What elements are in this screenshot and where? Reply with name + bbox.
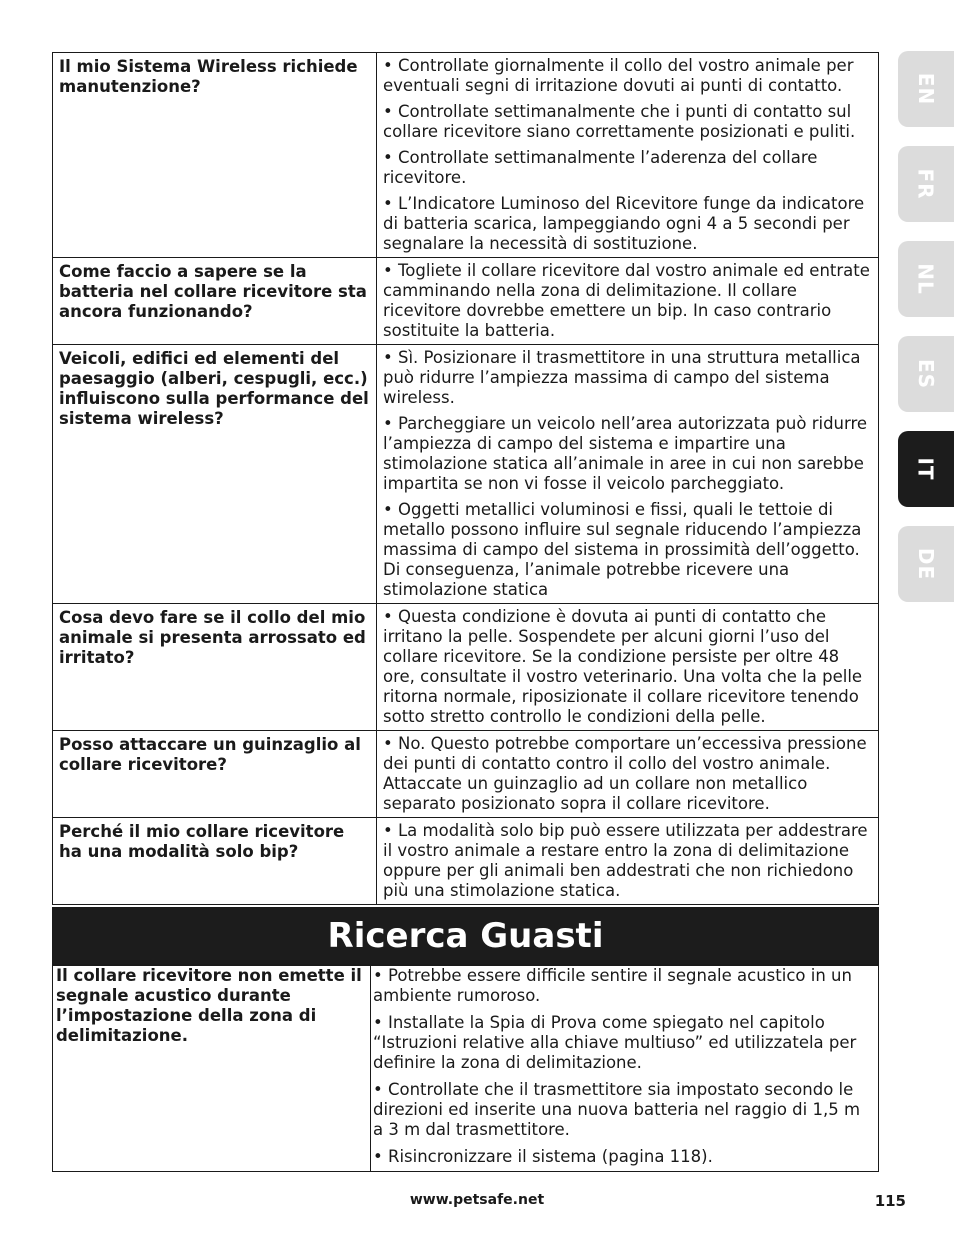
lang-tab-nl[interactable] [898, 241, 954, 317]
lang-tab-label: FR [914, 168, 938, 200]
answer-item: • L’Indicatore Luminoso del Ricevitore funge da indicatore di batteria scarica, lampeggiando ogni 4 a 5 secondi per segnalare la necessità di sostituzione. [383, 194, 865, 253]
troubleshooting-table [52, 965, 879, 1172]
lang-tab-es[interactable] [898, 336, 954, 412]
answer-item: • Controllate settimanalmente che i punti di contatto sul collare ricevitore siano correttamente posizionati e puliti. [383, 102, 856, 141]
lang-tab-label: ES [913, 358, 938, 390]
faq-question: Come faccio a sapere se la batteria nel collare ricevitore sta ancora funzionando? [53, 258, 377, 345]
lang-tab-label: IT [914, 457, 938, 481]
lang-tab-it[interactable] [898, 431, 954, 507]
answer-item: • Risincronizzare il sistema (pagina 118). [373, 1147, 713, 1166]
faq-row [53, 818, 879, 905]
faq-row [53, 258, 879, 345]
lang-tab-en[interactable] [898, 51, 954, 127]
answer-item: • No. Questo potrebbe comportare un’eccessiva pressione dei punti di contatto contro il collo del vostro animale. Attaccate un guinzaglio ad un collare non metallico separato posizionato sopra il collare ricevitore. [383, 734, 867, 813]
faq-question: Veicoli, edifici ed elementi del paesaggio (alberi, cespugli, ecc.) influiscono sulla performance del sistema wireless? [53, 345, 377, 604]
lang-tab-fr[interactable] [898, 146, 954, 222]
troubleshooting-question: Il collare ricevitore non emette il segnale acustico durante l’impostazione della zona di delimitazione. [53, 966, 371, 1172]
answer-item: • Controllate settimanalmente l’aderenza del collare ricevitore. [383, 148, 818, 187]
answer-item: • Togliete il collare ricevitore dal vostro animale ed entrate camminando nella zona di delimitazione. Il collare ricevitore dovrebbe emettere un bip. In caso contrario sostituite la batteria. [383, 261, 870, 340]
faq-answer [377, 731, 879, 818]
troubleshooting-row [53, 966, 879, 1172]
answer-item: • La modalità solo bip può essere utilizzata per addestrare il vostro animale a restare entro la zona di delimitazione oppure per gli animali ben addestrati che non richiedono più una stimolazione statica. [383, 821, 868, 900]
faq-table [52, 52, 879, 905]
faq-row [53, 604, 879, 731]
answer-item: • Installate la Spia di Prova come spiegato nel capitolo “Istruzioni relative alla chiave multiuso” ed utilizzatela per definire la zona di delimitazione. [373, 1013, 857, 1072]
troubleshooting-answer [371, 966, 879, 1172]
lang-tab-de[interactable] [898, 526, 954, 602]
faq-answer [377, 345, 879, 604]
answer-item: • Potrebbe essere difficile sentire il segnale acustico in un ambiente rumoroso. [373, 966, 852, 1005]
faq-question: Cosa devo fare se il collo del mio animale si presenta arrossato ed irritato? [53, 604, 377, 731]
answer-item: • Sì. Posizionare il trasmettitore in una struttura metallica può ridurre l’ampiezza massima di campo del sistema wireless. [383, 348, 861, 407]
faq-question: Perché il mio collare ricevitore ha una modalità solo bip? [53, 818, 377, 905]
faq-answer [377, 818, 879, 905]
faq-row [53, 345, 879, 604]
answer-item: • Controllate giornalmente il collo del vostro animale per eventuali segni di irritazione dovuti ai punti di contatto. [383, 56, 854, 95]
answer-item: • Oggetti metallici voluminosi e fissi, quali le tettoie di metallo possono influire sul segnale riducendo l’ampiezza massima di campo del sistema in prossimità dell’oggetto. Di conseguenza, l’animale potrebbe ricevere una stimolazione statica [383, 500, 862, 599]
faq-question: Posso attaccare un guinzaglio al collare ricevitore? [53, 731, 377, 818]
faq-answer [377, 53, 879, 258]
lang-tab-label: NL [913, 263, 938, 295]
faq-row [53, 53, 879, 258]
faq-answer [377, 258, 879, 345]
answer-item: • Parcheggiare un veicolo nell’area autorizzata può ridurre l’ampiezza di campo del sistema e impartire una stimolazione statica all’animale in aree in cui non sarebbe impartita se non vi fosse il veicolo parcheggiato. [383, 414, 868, 493]
lang-tab-label: EN [914, 72, 938, 106]
faq-row [53, 731, 879, 818]
answer-item: • Controllate che il trasmettitore sia impostato secondo le direzioni ed inserite una nuova batteria nel raggio di 1,5 m a 3 m dal trasmettitore. [373, 1080, 861, 1139]
troubleshooting-title: Ricerca Guasti [52, 907, 879, 965]
page-number: 115 [874, 1192, 906, 1210]
answer-item: • Questa condizione è dovuta ai punti di contatto che irritano la pelle. Sospendete per alcuni giorni l’uso del collare ricevitore. Se la condizione persiste per oltre 48 ore, consultate il vostro veterinario. Una volta che la pelle ritorna normale, riposizionate il collare ricevitore tenendo sotto stretto controllo le condizioni della pelle. [383, 607, 863, 726]
footer-url[interactable]: www.petsafe.net [409, 1192, 545, 1208]
faq-question: Il mio Sistema Wireless richiede manutenzione? [53, 53, 377, 258]
faq-answer [377, 604, 879, 731]
lang-tab-label: DE [913, 547, 938, 581]
